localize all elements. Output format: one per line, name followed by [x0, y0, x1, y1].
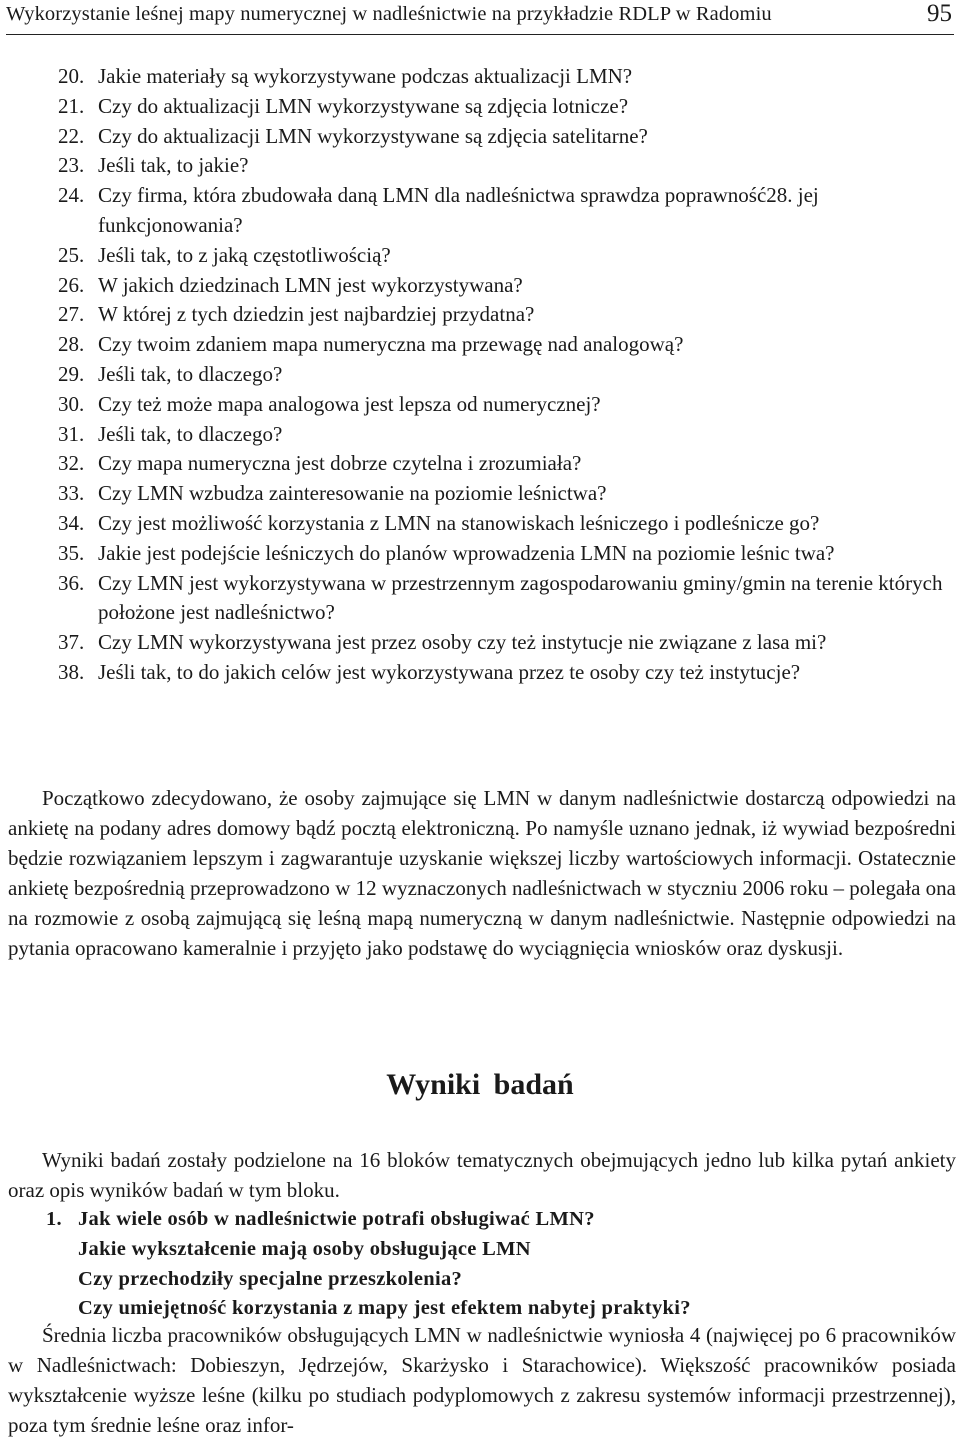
- question-number: 37.: [58, 630, 85, 655]
- question-item: [0, 390, 960, 420]
- topic-block-text: Jakie wykształcenie mają osoby obsługujące LMN: [78, 1237, 531, 1260]
- question-number: 25.: [58, 242, 85, 267]
- question-text: Jakie jest podejście leśniczych do planów wprowadzenia LMN na poziomie leśnic twa?: [98, 540, 835, 565]
- question-text: Jeśli tak, to do jakich celów jest wykorzystywana przez te osoby czy też instytucje?: [98, 659, 801, 684]
- page-header: [6, 0, 954, 35]
- question-item: [0, 122, 960, 152]
- paragraph-methodology: Początkowo zdecydowano, że osoby zajmujące się LMN w danym nadleśnictwie dostarczą odpowiedzi na ankietę na podany adres domowy bądź pocztą elektroniczną. Po namyśle uznano jednak, iż wywiad bezpośredni będzie rozwiązaniem lepszym i zagwarantuje uzyskanie większej liczby wartościowych informacji. Ostatecznie ankietę bezpośrednią przeprowadzono w 12 wyznaczonych nadleśnictwach w styczniu 2006 roku – polegała ona na rozmowie z osobą zajmującą się leśną mapą numeryczną w danym nadleśnictwie. Następnie odpowiedzi na pytania opracowano kameralnie i przyjęto jako podstawę do wyciągnięcia wniosków oraz dyskusji.: [8, 786, 956, 960]
- question-text: W której z tych dziedzin jest najbardziej przydatna?: [98, 302, 535, 327]
- question-number: 26.: [58, 272, 85, 297]
- topic-block-line: [0, 1205, 960, 1235]
- question-text: Czy do aktualizacji LMN wykorzystywane są zdjęcia satelitarne?: [98, 123, 648, 148]
- questionnaire-list: [0, 62, 960, 688]
- question-number: 24.: [58, 183, 85, 208]
- question-number: 36.: [58, 570, 85, 595]
- question-text: Czy też może mapa analogowa jest lepsza od numerycznej?: [98, 391, 601, 416]
- question-text: Jakie materiały są wykorzystywane podczas aktualizacji LMN?: [98, 64, 633, 88]
- question-item: [0, 62, 960, 92]
- question-number: 28.: [58, 332, 85, 357]
- question-text: Jeśli tak, to z jaką częstotliwością?: [98, 242, 391, 267]
- question-number: 34.: [58, 510, 85, 535]
- question-item: [0, 539, 960, 569]
- question-text: Jeśli tak, to jakie?: [98, 153, 249, 178]
- question-item: [0, 151, 960, 181]
- question-text: Czy LMN jest wykorzystywana w przestrzennym zagospodarowaniu gminy/gmin na terenie których położone jest nadleśnictwo?: [98, 570, 943, 625]
- topic-block-line: [0, 1235, 960, 1265]
- running-title: Wykorzystanie leśnej mapy numerycznej w nadleśnictwie na przykładzie RDLP w Radomiu: [6, 3, 772, 25]
- question-number: 23.: [58, 153, 85, 178]
- question-item: [0, 300, 960, 330]
- question-text: Czy jest możliwość korzystania z LMN na stanowiskach leśniczego i podleśnicze go?: [98, 510, 820, 535]
- question-item: [0, 241, 960, 271]
- question-item: [0, 509, 960, 539]
- question-item: [0, 181, 960, 241]
- question-text: Jeśli tak, to dlaczego?: [98, 421, 283, 446]
- topic-block-1: [0, 1205, 960, 1324]
- topic-block-text: Jak wiele osób w nadleśnictwie potrafi obsługiwać LMN?: [78, 1208, 595, 1230]
- question-item: [0, 628, 960, 658]
- question-number: 21.: [58, 93, 85, 118]
- question-item: [0, 92, 960, 122]
- question-text: Czy mapa numeryczna jest dobrze czytelna i zrozumiała?: [98, 451, 582, 476]
- question-text: W jakich dziedzinach LMN jest wykorzystywana?: [98, 272, 523, 297]
- page-number: 95: [927, 0, 952, 27]
- question-text: Czy do aktualizacji LMN wykorzystywane są zdjęcia lotnicze?: [98, 93, 629, 118]
- question-text: Jeśli tak, to dlaczego?: [98, 361, 283, 386]
- question-number: 33.: [58, 481, 85, 506]
- topic-block-line: [0, 1265, 960, 1295]
- question-item: [0, 360, 960, 390]
- question-item: [0, 449, 960, 479]
- question-number: 30.: [58, 391, 85, 416]
- paragraph-staff: Średnia liczba pracowników obsługujących LMN w nadleśnictwie wyniosła 4 (najwięcej po 6 pracowników w Nadleśnictwach: Dobieszyn, Jędrzejów, Skarżysko i Starachowice). Większość pracowników posiada wykształcenie wyższe leśne (kilku po studiach podyplomowych z zakresu systemów informacji przestrzennej), poza tym średnie leśne oraz infor-: [8, 1323, 956, 1437]
- question-number: 27.: [58, 302, 85, 327]
- question-item: [0, 658, 960, 688]
- section-heading: Wyniki badań: [386, 1068, 574, 1101]
- question-item: [0, 479, 960, 509]
- question-number: 38.: [58, 659, 85, 684]
- question-number: 35.: [58, 540, 85, 565]
- question-text: Czy LMN wzbudza zainteresowanie na poziomie leśnictwa?: [98, 481, 607, 506]
- topic-block-text: Czy umiejętność korzystania z mapy jest efektem nabytej praktyki?: [78, 1297, 691, 1320]
- question-number: 20.: [58, 64, 85, 88]
- topic-block-text: Czy przechodziły specjalne przeszkolenia?: [78, 1267, 463, 1290]
- question-number: 31.: [58, 421, 85, 446]
- question-text: Czy LMN wykorzystywana jest przez osoby czy też instytucje nie związane z lasa mi?: [98, 630, 827, 655]
- question-item: [0, 420, 960, 450]
- question-item: [0, 330, 960, 360]
- question-number: 32.: [58, 451, 85, 476]
- question-number: 29.: [58, 361, 85, 386]
- question-text: Czy firma, która zbudowała daną LMN dla nadleśnictwa sprawdza poprawność28. jej funkcjonowania?: [98, 183, 819, 237]
- topic-block-number: 1.: [46, 1208, 62, 1230]
- question-text: Czy twoim zdaniem mapa numeryczna ma przewagę nad analogową?: [98, 332, 684, 357]
- paragraph-results-intro: Wyniki badań zostały podzielone na 16 bloków tematycznych obejmujących jedno lub kilka pytań ankiety oraz opis wyników badań w tym bloku.: [8, 1148, 956, 1202]
- question-item: [0, 271, 960, 301]
- question-number: 22.: [58, 123, 85, 148]
- question-item: [0, 569, 960, 629]
